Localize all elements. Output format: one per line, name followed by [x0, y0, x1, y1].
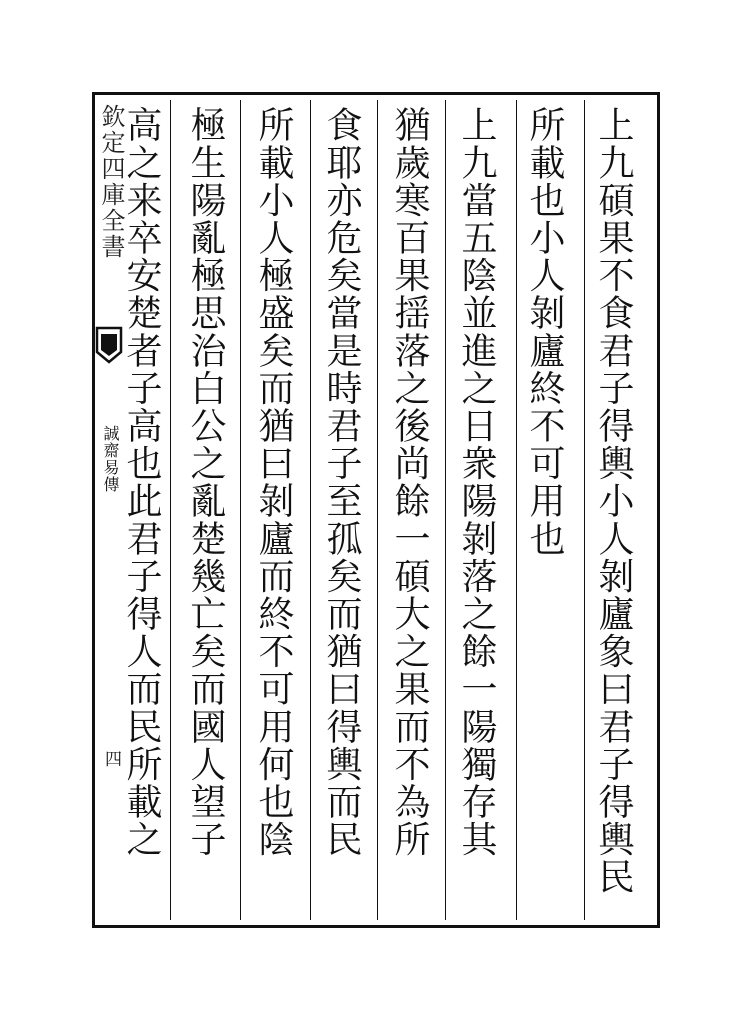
- column-rule: [516, 100, 517, 920]
- text-column: 高之来卒安楚者子高也此君子得人而民所載之: [121, 106, 162, 858]
- book-title: 欽定四庫全書: [97, 104, 125, 260]
- fishtail-ornament-icon: [95, 322, 123, 366]
- work-title: 誠齋易傳: [101, 425, 120, 493]
- text-column: 所載小人極盛矣而猶曰剝廬而終不可用何也陰: [253, 106, 294, 858]
- text-column: 所載也小人剝廬終不可用也: [524, 106, 565, 558]
- text-column: 食耶亦危矣當是時君子至孤矣而猶曰得輿而民: [321, 106, 362, 858]
- text-column: 極生陽亂極思治白公之亂楚幾亡矣而國人望子: [185, 106, 226, 858]
- column-rule: [310, 100, 311, 920]
- column-rule: [170, 100, 171, 920]
- column-rule: [445, 100, 446, 920]
- page-border: [92, 92, 660, 928]
- text-column: 上九當五陰並進之日衆陽剝落之餘一陽獨存其: [456, 106, 497, 858]
- column-rule: [240, 100, 241, 920]
- text-column: 猶歲寒百果揺落之後尚餘一碩大之果而不為所: [389, 106, 430, 858]
- text-column: 上九碩果不食君子得輿小人剝廬象曰君子得輿民: [593, 106, 634, 896]
- column-rule: [377, 100, 378, 920]
- page-number: 四: [101, 750, 121, 767]
- column-rule: [584, 100, 585, 920]
